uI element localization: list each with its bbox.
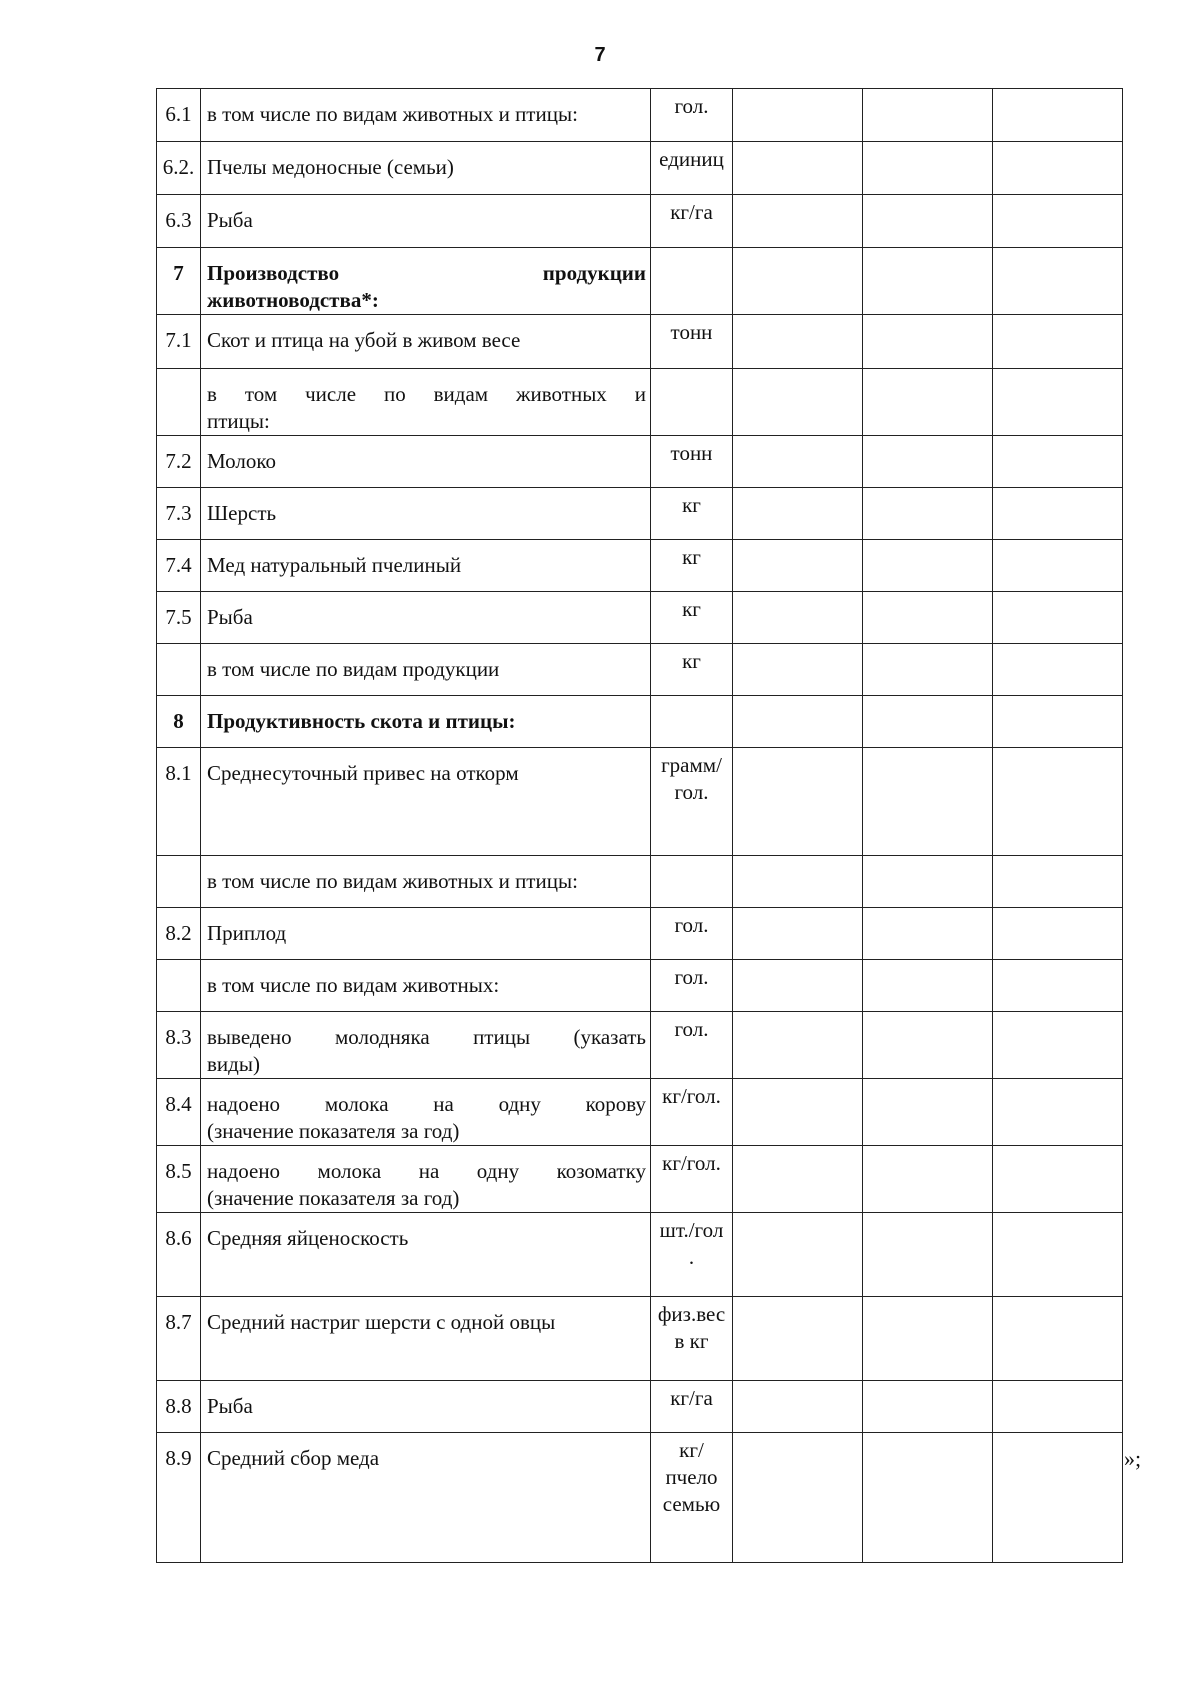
unit-line: гол.: [674, 94, 709, 118]
indicator-name-line: (значение показателя за год): [207, 1119, 460, 1143]
unit-line: гол.: [674, 780, 709, 804]
value-cell: [733, 142, 863, 195]
indicator-name-line: в том числе по видам животных и: [207, 382, 646, 406]
indicator-name: [201, 488, 651, 540]
unit-cell: [651, 1381, 733, 1433]
unit-cell: [651, 195, 733, 248]
value-cell: [993, 644, 1123, 696]
value-cell: [733, 856, 863, 908]
table-row: [157, 1146, 1123, 1213]
value-cell: [993, 540, 1123, 592]
value-cell: [993, 592, 1123, 644]
unit-cell: [651, 436, 733, 488]
table-row: [157, 195, 1123, 248]
row-number: 7.4: [157, 540, 201, 592]
unit-line: кг: [682, 493, 701, 517]
value-cell: [863, 1146, 993, 1213]
value-cell: [863, 696, 993, 748]
value-cell: [733, 89, 863, 142]
value-cell: [733, 195, 863, 248]
indicator-name: [201, 1079, 651, 1146]
value-cell: [733, 1297, 863, 1381]
table-row: [157, 436, 1123, 488]
row-number: 8.5: [157, 1146, 201, 1213]
unit-cell: [651, 142, 733, 195]
table-row: [157, 1433, 1123, 1563]
value-cell: [863, 1213, 993, 1297]
indicator-name-line: Рыба: [207, 208, 253, 232]
unit-line: кг/га: [670, 1386, 713, 1410]
unit-line: тонн: [670, 441, 713, 465]
indicator-name-line: Приплод: [207, 921, 287, 945]
value-cell: [993, 315, 1123, 369]
table-row: [157, 748, 1123, 856]
indicator-name: [201, 436, 651, 488]
unit-cell: [651, 592, 733, 644]
value-cell: [733, 1433, 863, 1563]
table-row: [157, 540, 1123, 592]
unit-cell: [651, 248, 733, 315]
table-row: [157, 856, 1123, 908]
row-number: 8.1: [157, 748, 201, 856]
table-row: [157, 1297, 1123, 1381]
indicator-name: [201, 856, 651, 908]
value-cell: [863, 960, 993, 1012]
table-row: [157, 142, 1123, 195]
table-row: [157, 1381, 1123, 1433]
table-row: [157, 1213, 1123, 1297]
indicator-name: [201, 369, 651, 436]
row-number: 7.5: [157, 592, 201, 644]
value-cell: [993, 89, 1123, 142]
indicator-name: [201, 315, 651, 369]
indicator-name: [201, 644, 651, 696]
unit-cell: [651, 369, 733, 436]
indicator-name-line: Мед натуральный пчелиный: [207, 553, 462, 577]
indicator-name-line: Молоко: [207, 449, 276, 473]
indicator-name-line: Средний сбор меда: [207, 1446, 380, 1470]
indicator-name-line: в том числе по видам животных и птицы:: [207, 102, 578, 126]
value-cell: [733, 960, 863, 1012]
value-cell: [733, 1146, 863, 1213]
closing-quote-mark: »;: [1124, 1446, 1142, 1471]
value-cell: [993, 1146, 1123, 1213]
indicator-name: [201, 1012, 651, 1079]
indicator-name: [201, 592, 651, 644]
value-cell: [863, 488, 993, 540]
indicator-name-line: (значение показателя за год): [207, 1186, 460, 1210]
value-cell: [863, 1381, 993, 1433]
value-cell: [993, 142, 1123, 195]
indicator-name-line: Среднесуточный привес на откорм: [207, 761, 519, 785]
row-number: [157, 856, 201, 908]
row-number: 8.9: [157, 1433, 201, 1563]
value-cell: [993, 369, 1123, 436]
value-cell: [733, 1381, 863, 1433]
indicator-name-line: выведено молодняка птицы (указать: [207, 1025, 646, 1049]
unit-line: кг/: [679, 1438, 704, 1462]
unit-line: грамм/: [661, 753, 722, 777]
row-number: 6.1: [157, 89, 201, 142]
unit-line: физ.вес: [657, 1302, 726, 1326]
indicator-name: [201, 1146, 651, 1213]
value-cell: [863, 1297, 993, 1381]
value-cell: [863, 644, 993, 696]
value-cell: [863, 908, 993, 960]
value-cell: [993, 748, 1123, 856]
table-row: [157, 248, 1123, 315]
row-number: 7.3: [157, 488, 201, 540]
table-row: [157, 488, 1123, 540]
unit-cell: [651, 1146, 733, 1213]
indicator-name: [201, 540, 651, 592]
value-cell: [733, 748, 863, 856]
indicator-name-line: Продуктивность скота и птицы:: [207, 709, 516, 733]
unit-line: гол.: [674, 1017, 709, 1041]
value-cell: [733, 315, 863, 369]
indicator-name-line: Средняя яйценоскость: [207, 1226, 409, 1250]
indicator-name: [201, 1213, 651, 1297]
unit-cell: [651, 540, 733, 592]
value-cell: [863, 592, 993, 644]
table-row: [157, 315, 1123, 369]
value-cell: [733, 369, 863, 436]
value-cell: [863, 195, 993, 248]
value-cell: [993, 436, 1123, 488]
indicator-name-line: Рыба: [207, 1394, 253, 1418]
unit-line: гол.: [674, 913, 709, 937]
unit-line: кг/гол.: [662, 1151, 721, 1175]
table-row: [157, 908, 1123, 960]
table-row: [157, 644, 1123, 696]
row-number: 7.1: [157, 315, 201, 369]
value-cell: [733, 644, 863, 696]
value-cell: [863, 1012, 993, 1079]
value-cell: [993, 1297, 1123, 1381]
unit-cell: [651, 1433, 733, 1563]
value-cell: [733, 908, 863, 960]
row-number: 6.2.: [157, 142, 201, 195]
indicator-name: [201, 1297, 651, 1381]
unit-line: в кг: [674, 1329, 709, 1353]
indicator-name-line: Средний настриг шерсти с одной овцы: [207, 1310, 556, 1334]
value-cell: [993, 960, 1123, 1012]
table-row: [157, 960, 1123, 1012]
unit-cell: [651, 1079, 733, 1146]
unit-cell: [651, 856, 733, 908]
unit-cell: [651, 696, 733, 748]
value-cell: [993, 488, 1123, 540]
unit-cell: [651, 315, 733, 369]
value-cell: [993, 1433, 1123, 1563]
indicator-table: [156, 88, 1123, 1563]
unit-cell: [651, 960, 733, 1012]
table-row: [157, 592, 1123, 644]
indicator-name-line: птицы:: [207, 409, 270, 433]
value-cell: [863, 89, 993, 142]
unit-cell: [651, 908, 733, 960]
value-cell: [863, 248, 993, 315]
unit-line: кг/гол.: [662, 1084, 721, 1108]
unit-cell: [651, 488, 733, 540]
row-number: 8.3: [157, 1012, 201, 1079]
table-row: [157, 1079, 1123, 1146]
unit-line: семью: [662, 1492, 721, 1516]
unit-line: шт./гол: [659, 1218, 724, 1242]
row-number: 8.7: [157, 1297, 201, 1381]
unit-cell: [651, 1213, 733, 1297]
row-number: 8.2: [157, 908, 201, 960]
unit-cell: [651, 89, 733, 142]
value-cell: [733, 488, 863, 540]
unit-line: кг: [682, 649, 701, 673]
value-cell: [733, 1012, 863, 1079]
value-cell: [863, 369, 993, 436]
indicator-name: [201, 195, 651, 248]
row-number: 6.3: [157, 195, 201, 248]
indicator-name: [201, 748, 651, 856]
unit-cell: [651, 644, 733, 696]
unit-cell: [651, 1012, 733, 1079]
unit-line: кг/га: [670, 200, 713, 224]
table-row: [157, 696, 1123, 748]
value-cell: [863, 1433, 993, 1563]
value-cell: [863, 540, 993, 592]
value-cell: [733, 248, 863, 315]
unit-line: кг: [682, 545, 701, 569]
table-row: [157, 89, 1123, 142]
unit-cell: [651, 748, 733, 856]
row-number: [157, 644, 201, 696]
indicator-name: [201, 89, 651, 142]
table-row: [157, 369, 1123, 436]
value-cell: [733, 540, 863, 592]
value-cell: [733, 696, 863, 748]
row-number: 8.6: [157, 1213, 201, 1297]
value-cell: [863, 856, 993, 908]
value-cell: [863, 315, 993, 369]
row-number: 7.2: [157, 436, 201, 488]
value-cell: [993, 696, 1123, 748]
value-cell: [863, 748, 993, 856]
value-cell: [993, 1079, 1123, 1146]
row-number: [157, 369, 201, 436]
value-cell: [733, 592, 863, 644]
indicator-name: [201, 1433, 651, 1563]
indicator-name-line: в том числе по видам животных и птицы:: [207, 869, 578, 893]
indicator-name-line: надоено молока на одну корову: [207, 1092, 646, 1116]
row-number: 8: [157, 696, 201, 748]
indicator-name-line: виды): [207, 1052, 260, 1076]
value-cell: [863, 1079, 993, 1146]
unit-cell: [651, 1297, 733, 1381]
value-cell: [863, 436, 993, 488]
indicator-name: [201, 142, 651, 195]
indicator-name: [201, 696, 651, 748]
value-cell: [993, 856, 1123, 908]
indicator-name: [201, 1381, 651, 1433]
indicator-name-line: в том числе по видам продукции: [207, 657, 500, 681]
page-number: 7: [594, 44, 606, 66]
indicator-name: [201, 908, 651, 960]
indicator-name-line: Рыба: [207, 605, 253, 629]
value-cell: [863, 142, 993, 195]
row-number: 8.8: [157, 1381, 201, 1433]
indicator-name-line: надоено молока на одну козоматку: [207, 1159, 646, 1183]
value-cell: [993, 1213, 1123, 1297]
value-cell: [733, 1079, 863, 1146]
value-cell: [993, 1012, 1123, 1079]
value-cell: [993, 1381, 1123, 1433]
value-cell: [733, 436, 863, 488]
unit-line: тонн: [670, 320, 713, 344]
unit-line: гол.: [674, 965, 709, 989]
table-row: [157, 1012, 1123, 1079]
row-number: 8.4: [157, 1079, 201, 1146]
value-cell: [993, 248, 1123, 315]
indicator-name-line: Производство продукции: [207, 261, 646, 285]
indicator-name-line: Скот и птица на убой в живом весе: [207, 328, 521, 352]
unit-line: .: [688, 1245, 695, 1269]
row-number: 7: [157, 248, 201, 315]
indicator-name-line: Шерсть: [207, 501, 277, 525]
value-cell: [993, 195, 1123, 248]
indicator-name: [201, 248, 651, 315]
unit-line: кг: [682, 597, 701, 621]
indicator-name-line: животноводства*:: [207, 288, 379, 312]
indicator-name-line: Пчелы медоносные (семьи): [207, 155, 454, 179]
indicator-name-line: в том числе по видам животных:: [207, 973, 500, 997]
unit-line: пчело: [665, 1465, 718, 1489]
value-cell: [733, 1213, 863, 1297]
unit-line: единиц: [659, 147, 724, 171]
row-number: [157, 960, 201, 1012]
value-cell: [993, 908, 1123, 960]
indicator-name: [201, 960, 651, 1012]
